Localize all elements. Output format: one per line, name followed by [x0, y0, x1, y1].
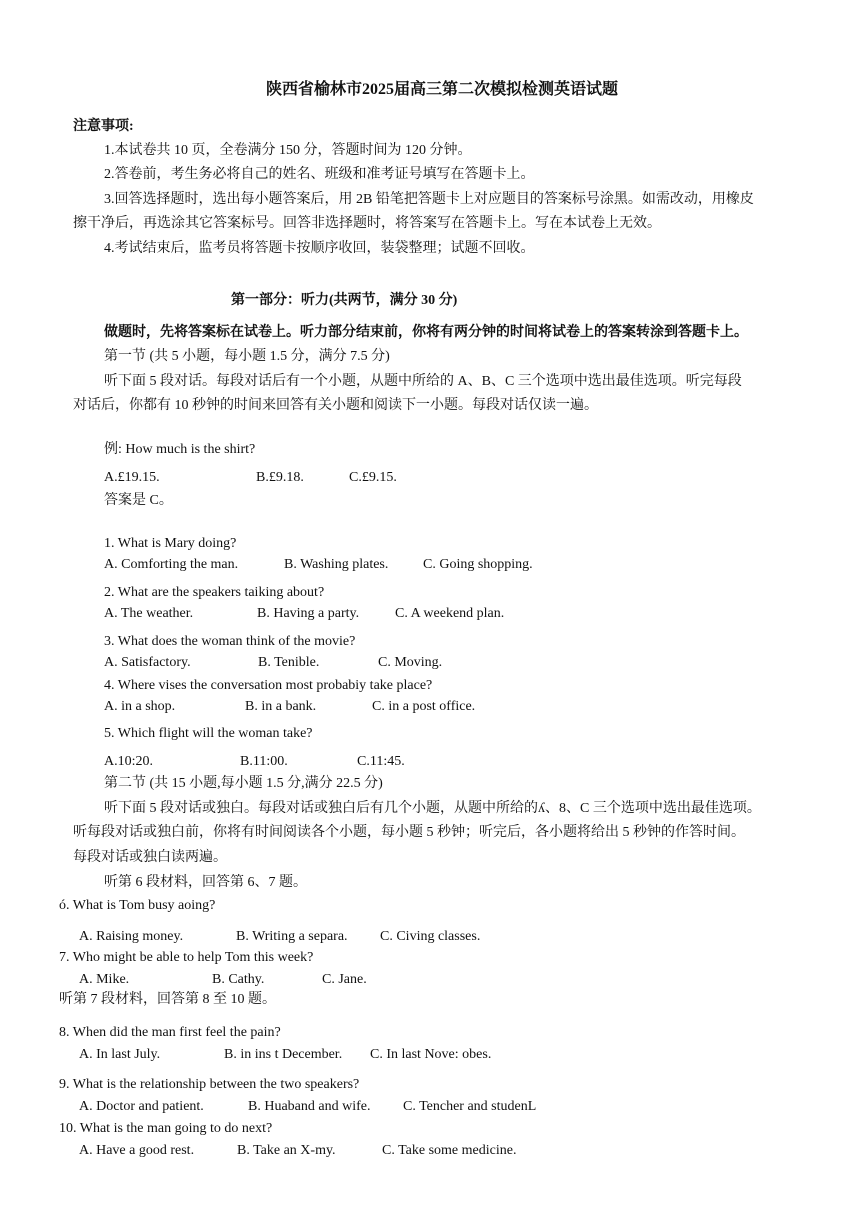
example-question: 例: How much is the shirt? — [104, 442, 256, 457]
q8-option-c: C. In last Nove: obes. — [370, 1047, 492, 1062]
question-2: 2. What are the speakers taiking about? — [104, 585, 325, 600]
section2-directions-1: 听下面 5 段对话或独白。每段对话或独白后有几个小题，从题中所给的ʎ、8、C 三个选项中选出最佳选项。 — [104, 801, 761, 816]
example-option-b: B.£9.18. — [256, 470, 304, 485]
material-7-heading: 听第 7 段材料，回答第 8 至 10 题。 — [59, 992, 276, 1007]
q9-option-b: B. Huaband and wife. — [248, 1099, 371, 1114]
section1-heading: 第一节 (共 5 小题，每小题 1.5 分，满分 7.5 分) — [104, 349, 390, 364]
q3-option-b: B. Tenible. — [258, 655, 320, 670]
q10-option-a: A. Have a good rest. — [79, 1143, 195, 1158]
q1-option-c: C. Going shopping. — [423, 557, 533, 572]
q2-option-b: B. Having a party. — [257, 606, 360, 621]
q1-option-a: A. Comforting the man. — [104, 557, 239, 572]
question-8: 8. When did the man first feel the pain? — [59, 1025, 281, 1040]
question-5: 5. Which flight will the woman take? — [104, 726, 313, 741]
section2-heading: 第二节 (共 15 小题,每小题 1.5 分,满分 22.5 分) — [104, 776, 383, 791]
question-7: 7. Who might be able to help Tom this week? — [59, 950, 314, 965]
notice-heading: 注意事项: — [73, 119, 134, 134]
q9-option-c: C. Tencher and studenL — [403, 1099, 537, 1114]
q10-option-b: B. Take an X-my. — [237, 1143, 336, 1158]
q6-option-c: C. Civing classes. — [380, 929, 481, 944]
question-10: 10. What is the man going to do next? — [59, 1121, 273, 1136]
notice-item-1: 1.本试卷共 10 页，全卷满分 150 分，答题时间为 120 分钟。 — [104, 143, 472, 158]
q8-option-b: B. in ins t December. — [224, 1047, 343, 1062]
material-6-heading: 听第 6 段材料，回答第 6、7 题。 — [104, 875, 307, 890]
part1-heading: 第一部分：听力(共两节，满分 30 分) — [231, 293, 458, 308]
q5-option-b: B.11:00. — [240, 754, 288, 769]
question-4: 4. Where vises the conversation most probabiy take place? — [104, 678, 433, 693]
section2-directions-3: 每段对话或独白读两遍。 — [73, 850, 227, 865]
q7-option-c: C. Jane. — [322, 972, 367, 987]
section1-directions-1: 听下面 5 段对话。每段对话后有一个小题，从题中所给的 A、B、C 三个选项中选出最佳选项。听完每段 — [104, 374, 742, 389]
q8-option-a: A. In last July. — [79, 1047, 161, 1062]
page-title: 陕西省榆林市2025届高三第二次模拟检测英语试题 — [266, 81, 619, 98]
q10-option-c: C. Take some medicine. — [382, 1143, 517, 1158]
q5-option-c: C.11:45. — [357, 754, 405, 769]
q1-option-b: B. Washing plates. — [284, 557, 389, 572]
question-9: 9. What is the relationship between the two speakers? — [59, 1077, 360, 1092]
q5-option-a: A.10:20. — [104, 754, 153, 769]
notice-item-3: 3.回答选择题时，选出每小题答案后，用 2B 铅笔把答题卡上对应题目的答案标号涂黑。如需改动，用橡皮 — [104, 192, 754, 207]
part1-instruction: 做题时，先将答案标在试卷上。听力部分结束前，你将有两分钟的时间将试卷上的答案转涂到答题卡上。 — [104, 325, 748, 340]
q3-option-a: A. Satisfactory. — [104, 655, 191, 670]
section1-directions-2: 对话后，你都有 10 秒钟的时间来回答有关小题和阅读下一小题。每段对话仅读一遍。 — [73, 398, 598, 413]
q6-option-a: A. Raising money. — [79, 929, 184, 944]
q9-option-a: A. Doctor and patient. — [79, 1099, 204, 1114]
q4-option-a: A. in a shop. — [104, 699, 176, 714]
example-answer: 答案是 C。 — [104, 493, 173, 508]
notice-item-3-cont: 擦干净后，再选涂其它答案标号。回答非选择题时，将答案写在答题卡上。写在本试卷上无效。 — [73, 216, 661, 231]
section2-directions-2: 听每段对话或独白前，你将有时间阅读各个小题，每小题 5 秒钟；听完后，各小题将给出 5 秒钟的作答时间。 — [73, 825, 745, 840]
q2-option-c: C. A weekend plan. — [395, 606, 505, 621]
q7-option-b: B. Cathy. — [212, 972, 265, 987]
question-6: ó. What is Tom busy aoing? — [59, 898, 216, 913]
q4-option-c: C. in a post office. — [372, 699, 476, 714]
q2-option-a: A. The weather. — [104, 606, 194, 621]
notice-item-4: 4.考试结束后，监考员将答题卡按顺序收回，装袋整理；试题不回收。 — [104, 241, 535, 256]
question-1: 1. What is Mary doing? — [104, 536, 237, 551]
q7-option-a: A. Mike. — [79, 972, 130, 987]
example-option-c: C.£9.15. — [349, 470, 397, 485]
q3-option-c: C. Moving. — [378, 655, 443, 670]
q4-option-b: B. in a bank. — [245, 699, 317, 714]
notice-item-2: 2.答卷前，考生务必将自己的姓名、班级和准考证号填写在答题卡上。 — [104, 167, 535, 182]
q6-option-b: B. Writing a separa. — [236, 929, 348, 944]
example-option-a: A.£19.15. — [104, 470, 160, 485]
question-3: 3. What does the woman think of the movie? — [104, 634, 356, 649]
